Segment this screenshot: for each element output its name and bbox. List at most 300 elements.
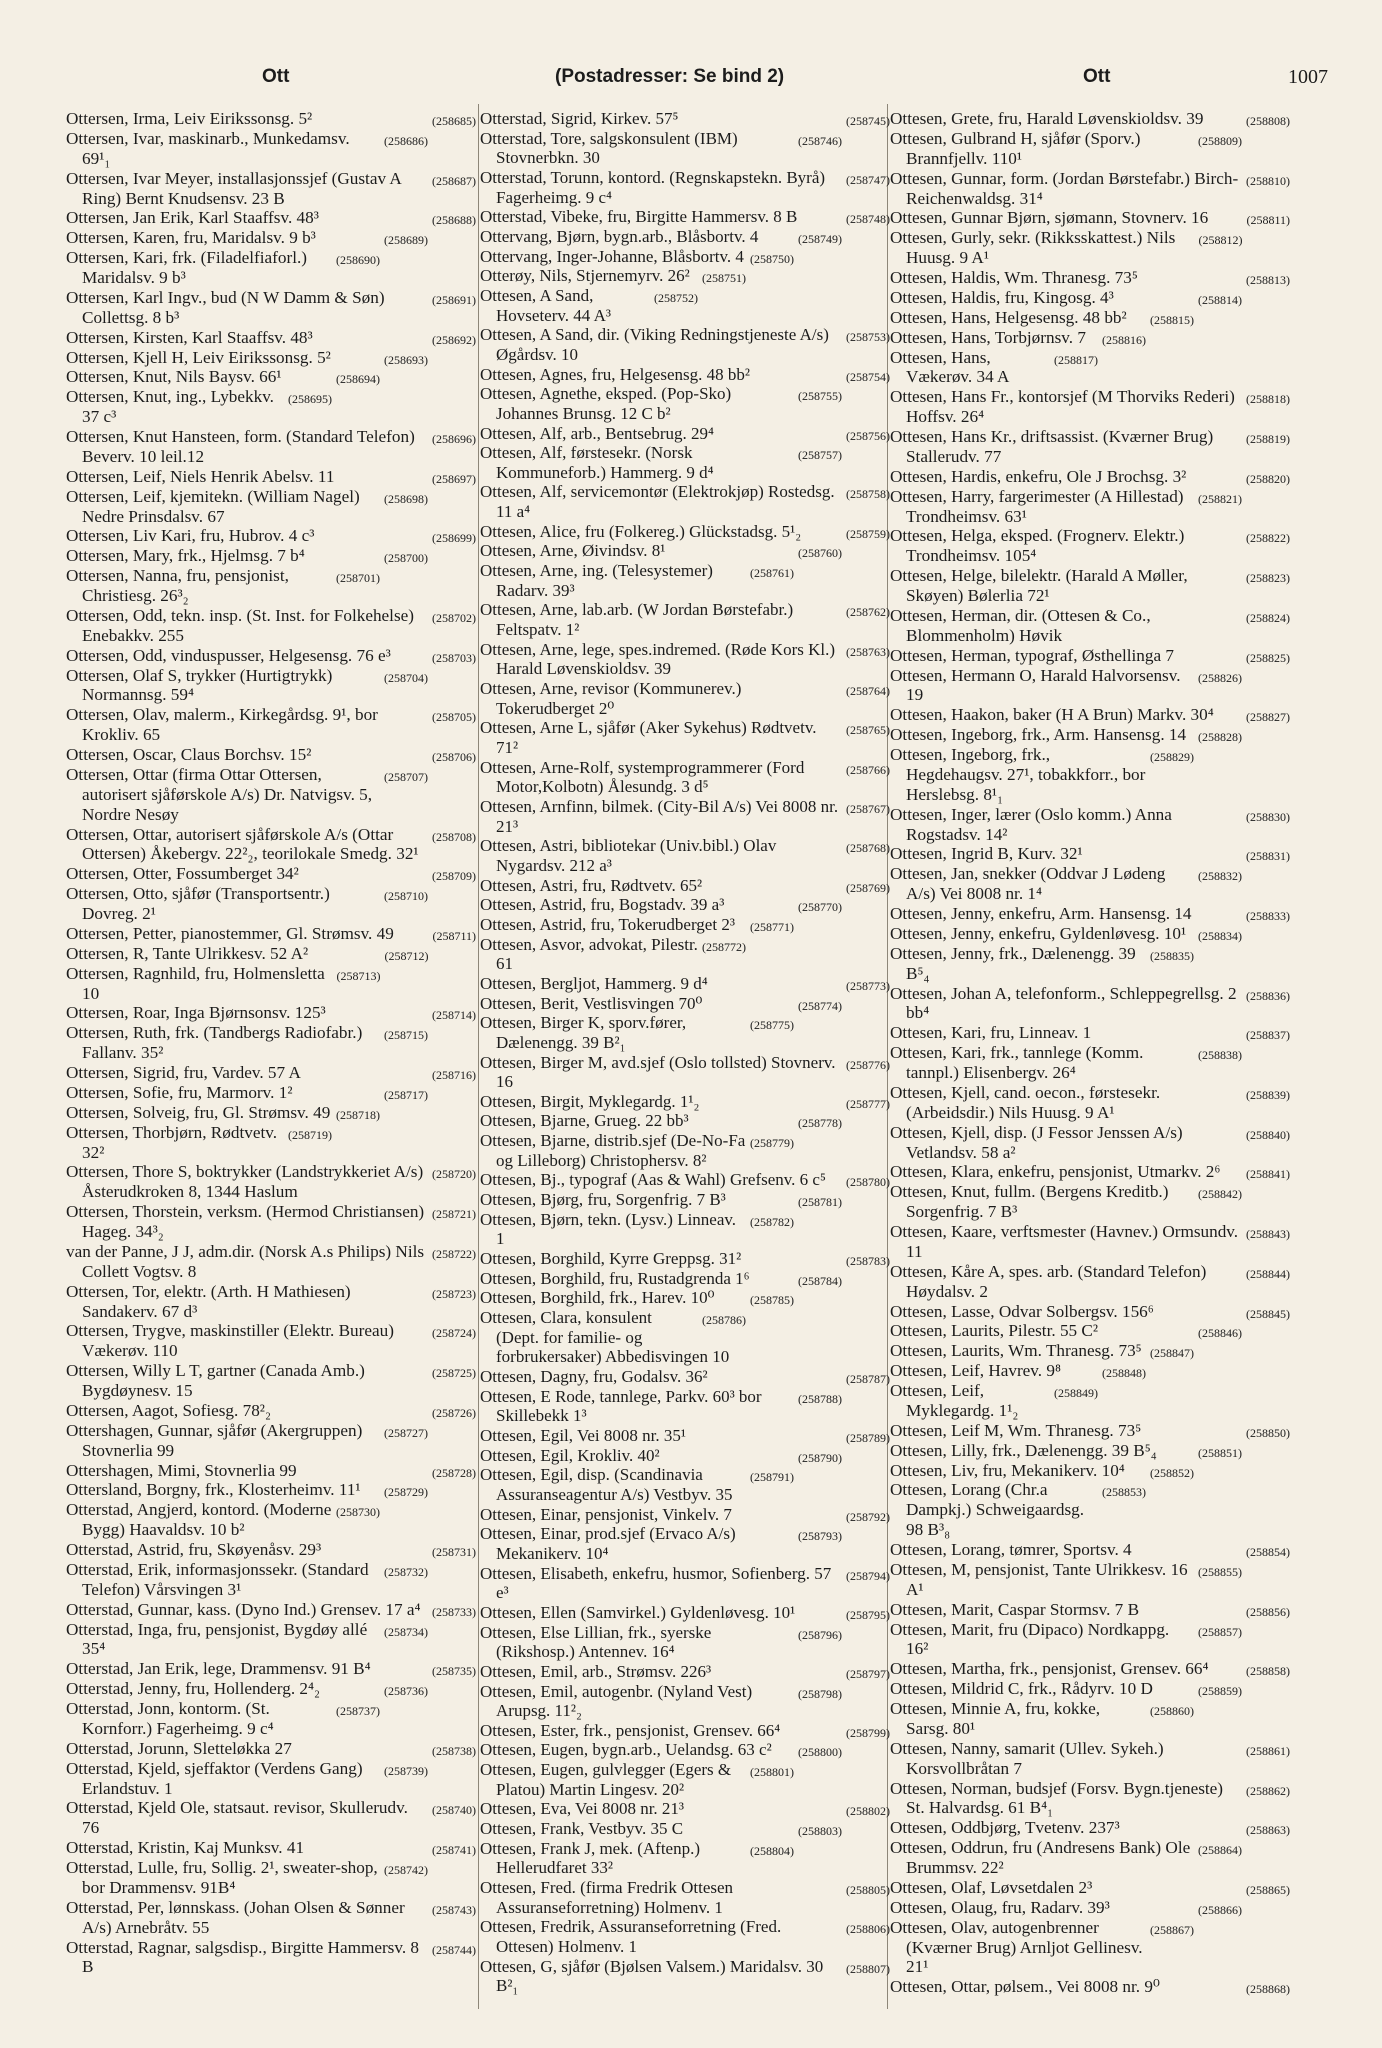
entry-number: (258771) <box>750 919 794 934</box>
entry-text: Otterstad, Vibeke, fru, Birgitte Hammersv. 8 B <box>480 207 798 227</box>
directory-entry <box>66 1560 476 1600</box>
directory-entry <box>480 718 890 757</box>
entry-number: (258704) <box>384 670 428 685</box>
entry-number: (258694) <box>336 372 380 387</box>
directory-entry <box>480 522 890 542</box>
directory-entry <box>890 109 1290 129</box>
entry-text: Ottesen, Martha, frk., pensjonist, Grensev. 66⁴ <box>890 1659 1209 1679</box>
entry-number: (258848) <box>1102 1366 1146 1381</box>
entry-number: (258865) <box>1246 1882 1290 1897</box>
entry-text: Ottesen, Gurly, sekr. (Rikksskattest.) Nils Huusg. 9 A¹ <box>890 228 1176 268</box>
entry-text: Ottesen, Eugen, bygn.arb., Uelandsg. 63 c² <box>480 1740 772 1760</box>
entry-number: (258861) <box>1246 1743 1290 1758</box>
directory-entry <box>66 1401 476 1421</box>
entry-text: Ottersen, Knut Hansteen, form. (Standard Telefon) Beverv. 10 leil.12 <box>66 427 415 466</box>
directory-entry <box>66 328 476 348</box>
directory-entry <box>890 1083 1290 1123</box>
entry-number: (258705) <box>432 710 476 725</box>
entry-number: (258691) <box>432 292 476 307</box>
directory-entry <box>66 1500 476 1540</box>
directory-entry <box>66 1540 476 1560</box>
entry-number: (258741) <box>432 1843 476 1858</box>
entry-text: Ottersen, Kirsten, Karl Staaffsv. 48³ <box>66 327 313 347</box>
entry-number: (258822) <box>1246 531 1290 546</box>
entry-text: Ottesen, Laurits, Wm. Thranesg. 73⁵ <box>890 1341 1142 1361</box>
entry-number: (258766) <box>846 762 890 777</box>
entry-number: (258728) <box>432 1465 476 1480</box>
entry-number: (258818) <box>1246 392 1290 407</box>
directory-entry <box>66 964 476 1004</box>
entry-text: Ottersen, Ragnhild, fru, Holmensletta 10 <box>66 963 325 1003</box>
directory-entry <box>890 1560 1290 1600</box>
directory-entry <box>890 169 1290 209</box>
entry-number: (258867) <box>1150 1922 1194 1937</box>
entry-text: Ottesen, Harry, fargerimester (A Hillestad) Trondheimsv. 63¹ <box>890 486 1184 526</box>
entry-number: (258720) <box>432 1167 476 1182</box>
entry-number: (258854) <box>1246 1545 1290 1559</box>
entry-number: (258862) <box>1246 1783 1290 1798</box>
entry-text: Ottersen, Ivar, maskinarb., Munkedamsv. 69¹₁ <box>66 128 350 168</box>
directory-entry <box>66 646 476 666</box>
directory-entry <box>480 365 890 385</box>
entry-number: (258793) <box>798 1529 842 1544</box>
directory-entry <box>66 884 476 924</box>
entry-number: (258855) <box>1198 1564 1242 1579</box>
directory-entry <box>890 1679 1290 1699</box>
entry-text: Ottesen, Einar, pensjonist, Vinkelv. 7 <box>480 1504 732 1524</box>
entry-number: (258829) <box>1150 750 1194 764</box>
directory-entry <box>66 1361 476 1401</box>
entry-text: Ottesen, Bjarne, Grueg. 22 bb³ <box>480 1111 689 1131</box>
entry-number: (258740) <box>432 1803 476 1818</box>
entry-text: Ottesen, Kjell, cand. oecon., førstesekr. (Arbeidsdir.) Nils Huusg. 9 A¹ <box>890 1082 1161 1122</box>
entry-text: Ottersen, Trygve, maskinstiller (Elektr. Bureau) Vækerøv. 110 <box>66 1321 394 1361</box>
entry-text: Otterstad, Jenny, fru, Hollenderg. 2⁴₂ <box>66 1679 320 1699</box>
entry-number: (258866) <box>1198 1902 1242 1917</box>
entry-number: (258784) <box>798 1273 842 1288</box>
entry-number: (258722) <box>432 1246 476 1261</box>
directory-entry <box>480 1623 890 1662</box>
running-head-right: Ott <box>1083 66 1111 87</box>
entry-text: Otterstad, Angjerd, kontord. (Moderne Bygg) Haavaldsv. 10 b² <box>66 1500 332 1540</box>
entry-text: Ottesen, Dagny, fru, Godalsv. 36² <box>480 1367 708 1386</box>
entry-text: Ottesen, Alf, førstesekr. (Norsk Kommuneforb.) Hammerg. 9 d⁴ <box>480 443 714 482</box>
entry-number: (258685) <box>432 114 476 128</box>
entry-text: Ottesen, Emil, arb., Strømsv. 226³ <box>480 1661 712 1681</box>
entry-number: (258688) <box>432 213 476 228</box>
entry-text: Ottesen, Emil, autogenbr. (Nyland Vest) Arupsg. 11²₂ <box>480 1681 753 1721</box>
entry-number: (258769) <box>846 880 890 895</box>
entry-text: Ottersen, Mary, frk., Hjelmsg. 7 b⁴ <box>66 546 305 566</box>
directory-entry <box>66 1282 476 1322</box>
entry-number: (258824) <box>1246 610 1290 625</box>
entry-text: Ottesen, Jenny, enkefru, Gyldenløvesg. 10¹ <box>890 923 1187 943</box>
entry-number: (258743) <box>432 1902 476 1917</box>
directory-entry <box>890 1818 1290 1838</box>
entry-number: (258757) <box>798 448 842 463</box>
entry-number: (258830) <box>1246 809 1290 824</box>
entry-text: Ottesen, Hans, Helgesensg. 48 bb² <box>890 307 1127 327</box>
entry-text: Ottersen, Jan Erik, Karl Staaffsv. 48³ <box>66 208 319 228</box>
entry-text: Ottesen, Norman, budsjef (Forsv. Bygn.tjeneste) St. Halvardsg. 61 B⁴₁ <box>890 1778 1224 1818</box>
entry-text: Ottesen, Borghild, Kyrre Greppsg. 31² <box>480 1249 742 1269</box>
entry-text: Ottersen, Olav, malerm., Kirkegårdsg. 9¹, bor Krokliv. 65 <box>66 705 378 745</box>
directory-entry <box>890 1421 1290 1441</box>
entry-text: Ottersen, Odd, tekn. insp. (St. Inst. for Folkehelse) Enebakkv. 255 <box>66 605 414 645</box>
directory-entry <box>480 1819 890 1839</box>
entry-number: (258761) <box>750 566 794 581</box>
directory-entry <box>66 606 476 646</box>
entry-text: Ottesen, M, pensjonist, Tante Ulrikkesv. 16 A¹ <box>890 1559 1188 1599</box>
entry-number: (258736) <box>384 1684 428 1699</box>
entry-text: Ottersen, Oscar, Claus Borchsv. 15² <box>66 745 312 764</box>
entry-text: Ottesen, Lorang, tømrer, Sportsv. 4 <box>890 1540 1132 1559</box>
directory-entry <box>66 526 476 546</box>
directory-entry <box>480 1111 890 1131</box>
entry-text: Ottershagen, Mimi, Stovnerlia 99 <box>66 1460 297 1480</box>
entry-text: Ottesen, Arnfinn, bilmek. (City-Bil A/s) Vei 8008 nr. 21³ <box>480 796 839 836</box>
entry-text: Ottesen, Ingrid B, Kurv. 32¹ <box>890 844 1083 864</box>
entry-number: (258819) <box>1246 432 1290 446</box>
directory-entry <box>890 1182 1290 1222</box>
directory-entry <box>480 227 890 247</box>
entry-text: Ottersen, Liv Kari, fru, Hubrov. 4 c³ <box>66 526 315 546</box>
directory-entry <box>480 1524 890 1563</box>
entry-number: (258812) <box>1198 233 1243 248</box>
entry-text: Ottersen, Petter, pianostemmer, Gl. Strømsv. 49 <box>66 923 394 943</box>
directory-entry <box>890 1023 1290 1043</box>
directory-entry <box>890 467 1290 487</box>
directory-entry <box>890 1838 1290 1878</box>
entry-number: (258791) <box>750 1470 794 1485</box>
entry-text: Ottervang, Bjørn, bygn.arb., Blåsbortv. 4 <box>480 226 759 246</box>
entry-text: Ottersen, Karl Ingv., bud (N W Damm & Søn) Collettsg. 8 b³ <box>66 287 385 327</box>
entry-number: (258770) <box>798 900 842 915</box>
directory-entry <box>480 1917 890 1956</box>
directory-entry <box>66 427 476 467</box>
entry-text: van der Panne, J J, adm.dir. (Norsk A.s Philips) Nils Collett Vogtsv. 8 <box>66 1241 425 1281</box>
entry-number: (258726) <box>432 1405 476 1420</box>
entry-text: Ottesen, Ottar, pølsem., Vei 8008 nr. 9⁰ <box>890 1977 1160 1997</box>
column-divider <box>478 104 479 2009</box>
entry-text: Otterstad, Lulle, fru, Sollig. 2¹, sweater-shop, bor Drammensv. 91B⁴ <box>66 1858 378 1897</box>
entry-number: (258851) <box>1198 1445 1242 1460</box>
entry-text: Ottesen, Herman, typograf, Østhellinga 7 <box>890 645 1174 665</box>
entry-text: Otterstad, Jan Erik, lege, Drammensv. 91 B⁴ <box>66 1659 371 1679</box>
directory-entry <box>890 984 1290 1024</box>
directory-entry <box>66 1023 476 1063</box>
entry-number: (258775) <box>750 1018 794 1033</box>
entry-number: (258696) <box>432 432 476 446</box>
entry-number: (258719) <box>288 1127 332 1142</box>
entry-number: (258745) <box>846 114 890 128</box>
entry-text: Ottesen, Johan A, telefonform., Schleppegrellsg. 2 bb⁴ <box>890 983 1237 1023</box>
directory-entry <box>480 797 890 836</box>
entry-number: (258795) <box>846 1607 890 1622</box>
entry-number: (258802) <box>846 1804 890 1819</box>
directory-entry <box>890 1302 1290 1322</box>
entry-number: (258692) <box>432 332 476 347</box>
directory-entry <box>480 1799 890 1819</box>
entry-number: (258772) <box>702 939 746 954</box>
directory-entry <box>66 1600 476 1620</box>
directory-entry <box>66 208 476 228</box>
entry-number: (258699) <box>432 531 476 546</box>
directory-column-2 <box>480 109 890 2009</box>
directory-entry <box>890 1898 1290 1918</box>
entry-number: (258820) <box>1246 471 1290 486</box>
entry-number: (258737) <box>336 1704 380 1718</box>
entry-number: (258801) <box>750 1765 794 1780</box>
directory-entry <box>480 935 890 974</box>
entry-number: (258817) <box>1054 352 1098 367</box>
directory-entry <box>890 228 1290 268</box>
entry-number: (258773) <box>846 978 890 993</box>
directory-entry <box>66 864 476 884</box>
directory-entry <box>66 487 476 527</box>
directory-entry <box>890 864 1290 904</box>
entry-text: Ottesen, Hermann O, Harald Halvorsensv. 19 <box>890 665 1181 705</box>
entry-text: Ottesen, Haakon, baker (H A Brun) Markv. 30⁴ <box>890 705 1214 725</box>
entry-number: (258783) <box>846 1254 890 1269</box>
entry-text: Ottesen, Klara, enkefru, pensjonist, Utmarkv. 2⁶ <box>890 1162 1221 1182</box>
entry-number: (258816) <box>1102 332 1146 347</box>
directory-entry <box>890 268 1290 288</box>
directory-entry <box>480 1603 890 1623</box>
entry-text: Ottesen, Helge, bilelektr. (Harald A Møller, Skøyen) Bølerlia 72¹ <box>890 566 1188 605</box>
directory-entry <box>890 1600 1290 1620</box>
entry-number: (258718) <box>336 1107 380 1122</box>
directory-entry <box>66 1898 476 1938</box>
entry-number: (258693) <box>384 352 428 367</box>
entry-number: (258689) <box>384 233 428 248</box>
entry-number: (258843) <box>1246 1227 1290 1241</box>
entry-text: Ottesen, Knut, fullm. (Bergens Kreditb.) Sorgenfrig. 7 B³ <box>890 1182 1169 1222</box>
directory-entry <box>480 443 890 482</box>
entry-number: (258815) <box>1150 312 1194 327</box>
entry-text: Ottesen, Haldis, Wm. Thranesg. 73⁵ <box>890 268 1138 287</box>
entry-number: (258825) <box>1246 650 1290 665</box>
entry-number: (258712) <box>384 948 429 963</box>
entry-number: (258789) <box>846 1430 890 1445</box>
directory-entry <box>480 1740 890 1760</box>
entry-text: Ottersen, Nanna, fru, pensjonist, Christiesg. 26³₂ <box>66 566 289 605</box>
directory-entry <box>480 1013 890 1052</box>
entry-text: Ottesen, Nanny, samarit (Ullev. Sykeh.) Korsvollbråtan 7 <box>890 1738 1164 1778</box>
directory-entry <box>66 924 476 944</box>
entry-text: Ottesen, Ellen (Samvirkel.) Gyldenløvesg. 10¹ <box>480 1602 796 1622</box>
entry-number: (258859) <box>1198 1684 1242 1699</box>
entry-number: (258715) <box>384 1028 428 1043</box>
directory-entry <box>890 348 1290 388</box>
directory-entry <box>890 526 1290 566</box>
entry-text: Ottersen, R, Tante Ulrikkesv. 52 A² <box>66 943 309 963</box>
directory-entry <box>66 1739 476 1759</box>
directory-entry <box>66 1699 476 1739</box>
directory-entry <box>66 1659 476 1679</box>
directory-entry <box>480 207 890 227</box>
entry-number: (258860) <box>1150 1704 1194 1718</box>
entry-text: Otterstad, Erik, informasjonssekr. (Standard Telefon) Vårsvingen 3¹ <box>66 1559 369 1599</box>
entry-text: Ottesen, Birgit, Myklegardg. 1¹₂ <box>480 1091 700 1111</box>
directory-entry <box>66 348 476 368</box>
entry-number: (258847) <box>1150 1346 1194 1361</box>
entry-number: (258840) <box>1246 1127 1290 1142</box>
entry-number: (258799) <box>846 1725 890 1740</box>
entry-text: Ottersen, Otto, sjåfør (Transportsentr.) Dovreg. 2¹ <box>66 884 330 923</box>
directory-entry <box>890 1739 1290 1779</box>
entry-text: Ottersen, Knut, Nils Baysv. 66¹ <box>66 367 282 387</box>
directory-entry <box>890 387 1290 427</box>
entry-number: (258800) <box>798 1745 842 1760</box>
entry-text: Ottesen, Kaare, verftsmester (Havnev.) Ormsundv. 11 <box>890 1222 1239 1261</box>
entry-number: (258690) <box>336 253 380 268</box>
entry-number: (258786) <box>702 1313 746 1328</box>
entry-text: Ottesen, Hardis, enkefru, Ole J Brochsg. 3² <box>890 466 1187 486</box>
directory-entry <box>890 1918 1290 1978</box>
directory-entry <box>66 467 476 487</box>
entry-number: (258742) <box>384 1863 428 1877</box>
entry-number: (258767) <box>846 801 890 816</box>
entry-number: (258762) <box>846 605 890 620</box>
entry-text: Ottesen, Arne, lege, spes.indremed. (Røde Kors Kl.) Harald Løvenskioldsv. 39 <box>480 639 836 679</box>
entry-number: (258778) <box>798 1116 842 1131</box>
entry-text: Otterstad, Tore, salgskonsulent (IBM) Stovnerbkn. 30 <box>480 128 738 168</box>
entry-text: Ottesen, Hans, Vækerøv. 34 A <box>890 347 1010 387</box>
entry-text: Ottersland, Borgny, frk., Klosterheimv. 11¹ <box>66 1480 361 1500</box>
entry-number: (258760) <box>798 546 842 561</box>
directory-entry <box>66 1798 476 1838</box>
directory-entry <box>890 705 1290 725</box>
entry-text: Ottesen, Jenny, enkefru, Arm. Hansensg. 14 <box>890 904 1192 923</box>
entry-number: (258834) <box>1198 928 1242 943</box>
entry-number: (258826) <box>1198 670 1242 685</box>
entry-number: (258790) <box>798 1450 842 1465</box>
directory-entry <box>480 109 890 129</box>
directory-entry <box>890 944 1290 984</box>
directory-entry <box>890 924 1290 944</box>
directory-entry <box>890 1699 1290 1739</box>
entry-text: Ottesen, Grete, fru, Harald Løvenskioldsv. 39 <box>890 109 1204 128</box>
directory-entry <box>66 1003 476 1023</box>
entry-text: Ottesen, Arne, Øivindsv. 8¹ <box>480 541 666 561</box>
entry-number: (258844) <box>1246 1266 1290 1281</box>
entry-text: Ottesen, Jan, snekker (Oddvar J Lødeng A/s) Vei 8008 nr. 1⁴ <box>890 864 1166 904</box>
directory-entry <box>66 1838 476 1858</box>
directory-entry <box>66 248 476 288</box>
entry-number: (258716) <box>432 1068 476 1082</box>
entry-text: Ottersen, Ivar Meyer, installasjonssjef (Gustav A Ring) Bernt Knudsensv. 23 B <box>66 168 401 208</box>
directory-entry <box>66 825 476 865</box>
entry-number: (258807) <box>846 1961 890 1976</box>
directory-entry <box>480 561 890 600</box>
entry-text: Ottesen, Agnethe, eksped. (Pop-Sko) Johannes Brunsg. 12 C b² <box>480 384 732 423</box>
entry-text: Ottesen, Birger M, avd.sjef (Oslo tollsted) Stovnerv. 16 <box>480 1052 836 1092</box>
entry-number: (258835) <box>1150 948 1194 963</box>
entry-number: (258852) <box>1150 1465 1194 1480</box>
entry-text: Ottesen, Mildrid C, frk., Rådyrv. 10 D <box>890 1679 1153 1699</box>
directory-entry <box>890 1659 1290 1679</box>
entry-text: Ottersen, Ottar (firma Ottar Ottersen, autorisert sjåførskole A/s) Dr. Natvigsv. 5, Nordre Nesøy <box>66 764 373 824</box>
entry-number: (258717) <box>384 1087 428 1102</box>
directory-entry <box>66 288 476 328</box>
entry-text: Ottersen, Olaf S, trykker (Hurtigtrykk) Normannsg. 59⁴ <box>66 665 333 705</box>
entry-number: (258707) <box>384 769 428 784</box>
entry-number: (258788) <box>798 1391 842 1406</box>
directory-entry <box>480 895 890 915</box>
entry-text: Ottesen, Fred. (firma Fredrik Ottesen Assuranseforretning) Holmenv. 1 <box>480 1878 734 1917</box>
entry-text: Ottesen, Else Lillian, frk., syerske (Rikshosp.) Antennev. 16⁴ <box>480 1622 712 1662</box>
entry-text: Ottesen, Ingeborg, frk., Hegdehaugsv. 27¹, tobakkforr., bor Herslebsg. 8¹₁ <box>890 745 1146 804</box>
entry-number: (258850) <box>1246 1425 1290 1440</box>
entry-text: Ottesen, Einar, prod.sjef (Ervaco A/s) Mekanikerv. 10⁴ <box>480 1524 736 1563</box>
entry-number: (258828) <box>1198 730 1242 745</box>
entry-number: (258858) <box>1246 1664 1290 1679</box>
directory-entry <box>66 666 476 706</box>
directory-entry <box>890 1480 1290 1540</box>
directory-entry <box>890 487 1290 527</box>
directory-entry <box>890 1779 1290 1819</box>
directory-entry <box>480 1682 890 1721</box>
entry-text: Ottesen, Olaug, fru, Radarv. 39³ <box>890 1897 1110 1917</box>
entry-number: (258798) <box>798 1686 842 1701</box>
running-head-left: Ott <box>262 66 290 87</box>
entry-text: Ottersen, Aagot, Sofiesg. 78²₂ <box>66 1400 271 1420</box>
entry-number: (258804) <box>750 1843 794 1858</box>
entry-text: Ottesen, Asvor, advokat, Pilestr. 61 <box>480 934 698 974</box>
entry-number: (258697) <box>432 471 476 486</box>
entry-number: (258796) <box>798 1627 842 1642</box>
directory-entry <box>66 1123 476 1163</box>
entry-number: (258750) <box>750 251 794 266</box>
entry-number: (258748) <box>846 212 890 227</box>
entry-text: Ottesen, Egil, disp. (Scandinavia Assuranseagentur A/s) Vestbyv. 35 <box>480 1465 733 1504</box>
directory-entry <box>890 566 1290 606</box>
entry-number: (258864) <box>1198 1843 1242 1858</box>
directory-entry <box>480 1465 890 1504</box>
entry-text: Ottesen, Jenny, frk., Dælenengg. 39 B⁵₄ <box>890 943 1136 983</box>
directory-entry <box>66 109 476 129</box>
directory-entry <box>66 169 476 209</box>
entry-text: Ottesen, Kari, fru, Linneav. 1 <box>890 1023 1092 1043</box>
entry-number: (258856) <box>1246 1604 1290 1619</box>
entry-text: Otterstad, Kjeld Ole, statsaut. revisor, Skullerudv. 76 <box>66 1798 408 1838</box>
entry-number: (258823) <box>1246 571 1290 586</box>
entry-text: Ottesen, Bj., typograf (Aas & Wahl) Grefsenv. 6 c⁵ <box>480 1170 826 1190</box>
entry-number: (258777) <box>846 1096 890 1111</box>
entry-text: Ottesen, Leif, Myklegardg. 1¹₂ <box>890 1381 1019 1420</box>
entry-number: (258714) <box>432 1008 476 1023</box>
entry-number: (258753) <box>846 330 890 345</box>
entry-number: (258831) <box>1246 849 1290 864</box>
entry-number: (258808) <box>1246 114 1290 128</box>
entry-number: (258744) <box>432 1942 476 1957</box>
entry-number: (258746) <box>798 133 842 148</box>
entry-text: Otterstad, Kristin, Kaj Munksv. 41 <box>66 1838 305 1858</box>
directory-entry <box>66 1480 476 1500</box>
entry-text: Ottesen, Leif, Havrev. 9⁸ <box>890 1361 1061 1381</box>
entry-text: Ottesen, Hans Fr., kontorsjef (M Thorviks Rederi) Hoffsv. 26⁴ <box>890 387 1235 427</box>
entry-number: (258686) <box>384 133 428 148</box>
entry-text: Ottesen, Eva, Vei 8008 nr. 21³ <box>480 1799 685 1819</box>
entry-number: (258857) <box>1198 1624 1242 1639</box>
directory-entry <box>480 384 890 423</box>
entry-text: Ottesen, Arne, lab.arb. (W Jordan Børstefabr.) Feltspatv. 1² <box>480 600 794 640</box>
entry-text: Ottesen, Eugen, gulvlegger (Egers & Platou) Martin Lingesv. 20² <box>480 1760 732 1799</box>
entry-number: (258709) <box>432 869 476 884</box>
entry-number: (258739) <box>384 1763 428 1778</box>
entry-number: (258700) <box>384 551 428 566</box>
